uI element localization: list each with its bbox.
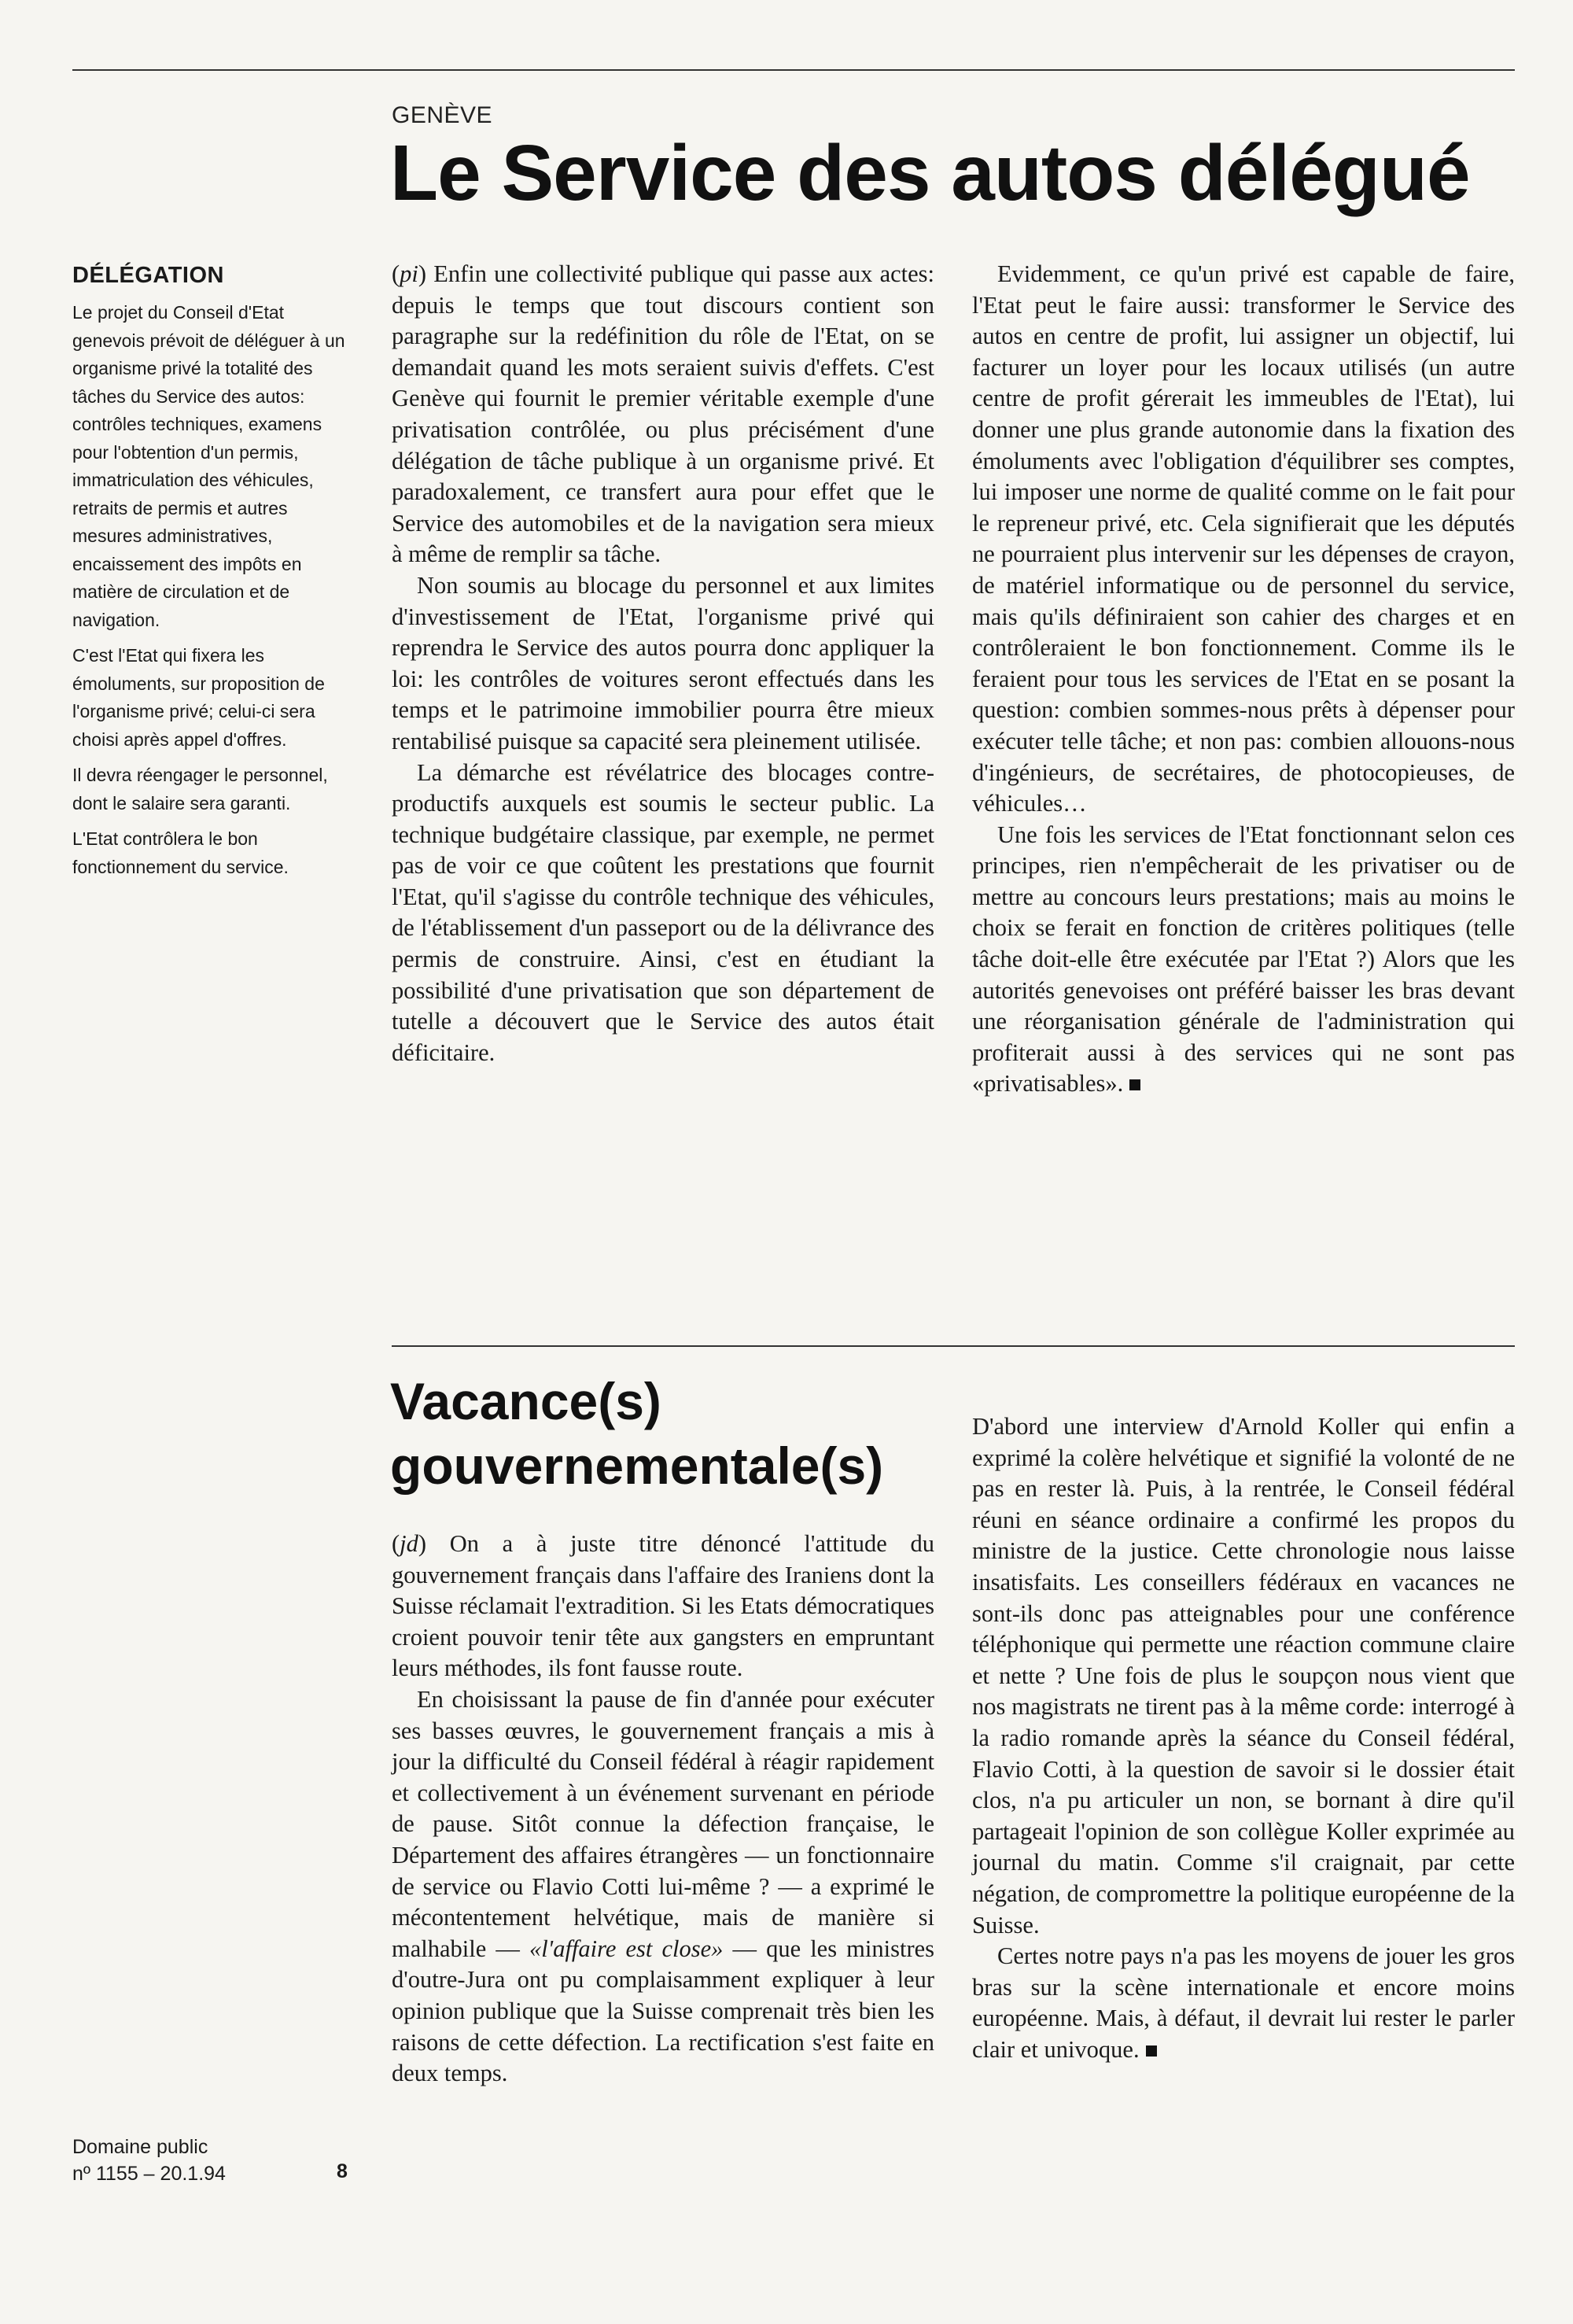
top-rule bbox=[72, 69, 1515, 71]
article-title: Le Service des autos délégué bbox=[390, 129, 1470, 217]
page-number: 8 bbox=[337, 2160, 348, 2182]
article-paragraph bbox=[392, 1684, 934, 2090]
footer bbox=[72, 2134, 363, 2187]
paragraph-text: Une fois les services de l'Etat fonctionnant selon ces principes, rien n'empêcherait de les privatiser ou de mettre au concours leurs prestations; mais au moins le choix se ferait en fonction de critères politiques (telle tâche doit-elle être exécutée par l'Etat ?) Alors que les autorités genevoises ont préféré baisser les bras devant une réorganisation générale de l'administration qui profiterait aussi à des services qui ne sont pas «privatisables». bbox=[972, 821, 1515, 1097]
byline: jd bbox=[400, 1530, 418, 1557]
sidebar-paragraph: L'Etat contrôlera le bon fonctionnement du service. bbox=[72, 828, 289, 877]
article1-column-2 bbox=[972, 259, 1515, 1100]
byline: pi bbox=[400, 260, 418, 287]
paragraph-text: On a à juste titre dénoncé l'attitude du gouvernement français dans l'affaire des Iraniens dont la Suisse réclamait l'extradition. Si les Etats démocratiques croient pouvoir tenir tête aux gangsters en empruntant leurs méthodes, ils font fausse route. bbox=[392, 1530, 934, 1682]
article-paragraph: (pi) Enfin une collectivité publique qui passe aux actes: depuis le temps que tout discours contient son paragraphe sur la redéfinition du rôle de l'Etat, on se demandait quand les mots seraient suivis d'effets. C'est Genève qui fournit le premier véritable exemple d'une privatisation contrôlée, ou plus précisément d'une délégation de tâche publique à un organisme privé. Et paradoxalement, ce transfert aura pour effet que le Service des automobiles et de la navigation sera mieux à même de remplir sa tâche. bbox=[392, 260, 934, 568]
issue-info: nº 1155 – 20.1.94 bbox=[72, 2163, 226, 2185]
publication-name: Domaine public bbox=[72, 2136, 208, 2158]
article-paragraph: Evidemment, ce qu'un privé est capable de faire, l'Etat peut le faire aussi: transformer le Service des autos en centre de profit, lui assigner un objectif, lui facturer un loyer pour les locaux utilisés (un autre centre de profit gérerait les immeubles de l'Etat), lui donner une plus grande autonomie dans la fixation des émoluments avec l'obligation d'équilibrer ses comptes, lui imposer une norme de qualité comme on le fait pour le repreneur privé, etc. Cela signifierait que les députés ne pourraient plus intervenir sur les dépenses de crayon, de matériel informatique ou de personnel du service, mais qu'ils définiraient son cahier des charges et en contrôleraient le bon fonctionnement. Comme ils le feraient pour tous les services de l'Etat en se posant la question: combien sommes-nous prêts à dépenser pour exécuter telle tâche; et non pas: combien allouons-nous d'ingénieurs, de secrétaires, de photocopieuses, de véhicules… bbox=[972, 260, 1515, 817]
article-paragraph: D'abord une interview d'Arnold Koller qui enfin a exprimé la colère helvétique et signifié la volonté de ne pas en rester là. Puis, à la rentrée, le Conseil fédéral réuni en séance ordinaire a confirmé les propos du ministre de la justice. Cette chronologie nous laisse insatisfaits. Les conseillers fédéraux en vacances ne sont-ils donc pas atteignables pour une conférence téléphonique qui permette une réaction commune claire et nette ? Une fois de plus le soupçon nous vient que nos magistrats ne tirent pas à la même corde: interrogé à la radio romande après la séance du Conseil fédéral, Flavio Cotti, à la question de savoir si le dossier était clos, n'a pu articuler un non, se bornant à dire qu'il partageait l'opinion de son collègue Koller exprimée au journal du matin. Comme s'il craignait, par cette négation, de compromettre la politique européenne de la Suisse. bbox=[972, 1413, 1515, 1939]
sidebar-paragraph: C'est l'Etat qui fixera les émoluments, sur proposition de l'organisme privé; celui-ci sera choisi après appel d'offres. bbox=[72, 645, 325, 750]
end-mark-icon bbox=[1129, 1079, 1140, 1090]
section-kicker: GENÈVE bbox=[392, 102, 493, 128]
paragraph-text: — que les ministres d'outre-Jura ont pu complaisamment expliquer à leur opinion publique que la Suisse comprenait très bien les raisons de cette défection. La rectification s'est faite en deux temps. bbox=[392, 1935, 935, 2087]
article2-column-2 bbox=[972, 1411, 1515, 2065]
sidebar-heading: DÉLÉGATION bbox=[72, 263, 224, 288]
article2-title: Vacance(s) gouvernementale(s) bbox=[390, 1372, 884, 1495]
article-paragraph bbox=[972, 1941, 1515, 2065]
article-paragraph: (jd) On a à juste titre dénoncé l'attitude du gouvernement français dans l'affaire des Iraniens dont la Suisse réclamait l'extradition. Si les Etats démocratiques croient pouvoir tenir tête aux gangsters en empruntant leurs méthodes, ils font fausse route. bbox=[392, 1530, 934, 1682]
paragraph-text: Certes notre pays n'a pas les moyens de jouer les gros bras sur la scène internationale et encore moins européenne. Mais, à défaut, il devrait lui rester le parler clair et univoque. bbox=[972, 1942, 1515, 2063]
section-rule bbox=[392, 1345, 1515, 1347]
article2-column-1 bbox=[392, 1529, 934, 2090]
sidebar-paragraph: Le projet du Conseil d'Etat genevois prévoit de déléguer à un organisme privé la totalité des tâches du Service des autos: contrôles techniques, examens pour l'obtention d'un permis, immatriculation des véhicules, retraits de permis et autres mesures administratives, encaissement des impôts en matière de circulation et de navigation. bbox=[72, 302, 345, 630]
sidebar-paragraph: Il devra réengager le personnel, dont le salaire sera garanti. bbox=[72, 765, 328, 813]
quote: «l'affaire est close» bbox=[529, 1935, 724, 1962]
end-mark-icon bbox=[1146, 2045, 1157, 2057]
article-paragraph bbox=[972, 820, 1515, 1100]
article-paragraph: Non soumis au blocage du personnel et aux limites d'investissement de l'Etat, l'organisme privé qui reprendra le Service des autos pourra donc appliquer la loi: les contrôles de voitures seront effectués dans les temps et le patrimoine immobilier pourra être mieux rentabilisé puisque sa capacité sera pleinement utilisée. bbox=[392, 571, 934, 754]
sidebar-box bbox=[72, 260, 346, 889]
paragraph-text: Enfin une collectivité publique qui passe aux actes: depuis le temps que tout discours contient son paragraphe sur la redéfinition du rôle de l'Etat, on se demandait quand les mots seraient suivis d'effets. C'est Genève qui fournit le premier véritable exemple d'une privatisation contrôlée, ou plus précisément d'une délégation de tâche publique à un organisme privé. Et paradoxalement, ce transfert aura pour effet que le Service des automobiles et de la navigation sera mieux à même de remplir sa tâche. bbox=[392, 260, 934, 568]
paragraph-text: En choisissant la pause de fin d'année pour exécuter ses basses œuvres, le gouvernement français a mis à jour la difficulté du Conseil fédéral à réagir rapidement et collectivement à un événement survenant en période de pause. Sitôt connue la défection française, le Département des affaires étrangères — un fonctionnaire de service ou Flavio Cotti lui-même ? — a exprimé le mécontentement helvétique, mais de manière si malhabile — bbox=[392, 1685, 934, 1962]
article1-column-1 bbox=[392, 259, 934, 1068]
article-paragraph: La démarche est révélatrice des blocages contre-productifs auxquels est soumis le secteur public. La technique budgétaire classique, par exemple, ne permet pas de voir ce que coûtent les prestations que fournit l'Etat, qu'il s'agisse du contrôle technique des véhicules, de l'établissement d'un passeport ou de la délivrance des permis de construire. Ainsi, c'est en étudiant la possibilité d'une privatisation que son département de tutelle a découvert que le Service des autos était déficitaire. bbox=[392, 758, 934, 1066]
